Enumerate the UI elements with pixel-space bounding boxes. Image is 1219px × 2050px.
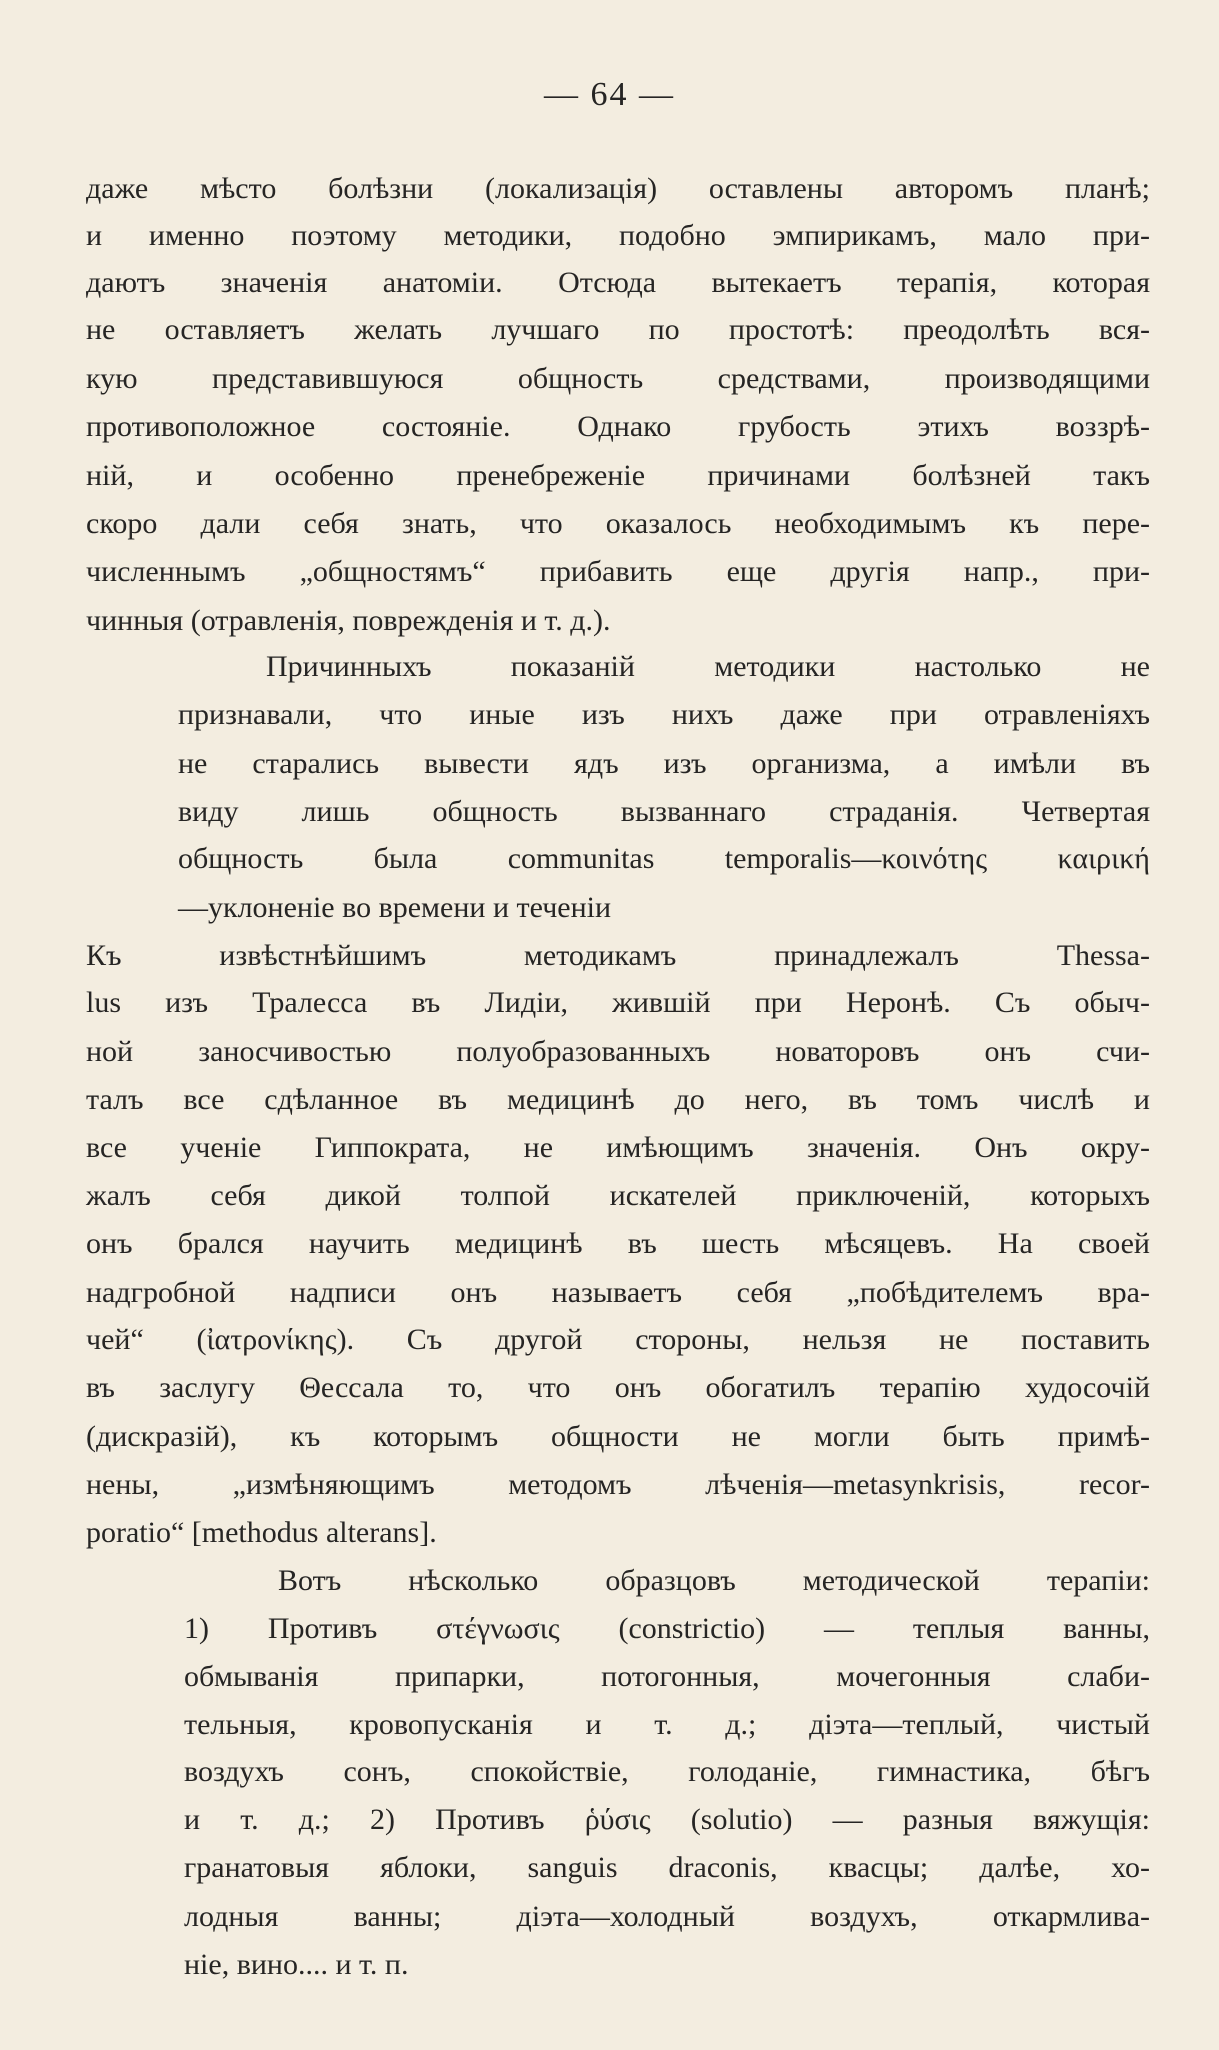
text-line: противоположное состояніе. Однако грубость этихъ воззрѣ- — [86, 410, 1150, 443]
text-line: даже мѣсто болѣзни (локализація) оставлены авторомъ планѣ; — [86, 172, 1150, 205]
text-line: ніе, вино.... и т. п. — [184, 1948, 409, 1981]
text-line: lus изъ Тралесса въ Лидіи, жившій при Неронѣ. Съ обыч- — [86, 986, 1150, 1019]
text-line: чинныя (отравленія, поврежденія и т. д.). — [86, 604, 611, 637]
text-line: виду лишь общность вызваннаго страданія. Четвертая — [178, 795, 1150, 828]
text-line: чей“ (ἰατρονίκης). Съ другой стороны, нельзя не поставить — [86, 1323, 1150, 1356]
text-line: признавали, что иные изъ нихъ даже при отравленіяхъ — [178, 698, 1150, 731]
text-line: въ заслугу Θессала то, что онъ обогатилъ терапію худосочій — [86, 1371, 1150, 1404]
text-line: и именно поэтому методики, подобно эмпирикамъ, мало при- — [86, 219, 1150, 252]
text-line: не оставляетъ желать лучшаго по простотѣ: преодолѣть вся- — [86, 313, 1150, 346]
text-line: poratio“ [methodus alterans]. — [86, 1516, 437, 1549]
text-line: нены, „измѣняющимъ методомъ лѣченія—metasynkrisis, recor- — [86, 1468, 1150, 1501]
text-line: лодныя ванны; діэта—холодный воздухъ, откармливa- — [184, 1900, 1150, 1933]
text-line: гранатовыя яблоки, sanguis draconis, квасцы; далѣе, хо- — [184, 1851, 1150, 1884]
text-line: не старались вывести ядъ изъ организма, а имѣли въ — [178, 747, 1150, 780]
text-line: талъ все сдѣланное въ медицинѣ до него, въ томъ числѣ и — [86, 1083, 1150, 1116]
text-line: и т. д.; 2) Противъ ῥύσις (solutio) — разныя вяжущія: — [184, 1803, 1150, 1836]
text-line: воздухъ сонъ, спокойствіе, голоданіе, гимнастика, бѣгъ — [184, 1755, 1150, 1788]
text-line: даютъ значенія анатоміи. Отсюда вытекаетъ терапія, которая — [86, 266, 1150, 299]
text-line: 1) Противъ στέγνωσις (constrictio) — теплыя ванны, — [184, 1612, 1150, 1645]
text-line: надгробной надписи онъ называетъ себя „побѣдителемъ вра- — [86, 1276, 1150, 1309]
text-line: Причинныхъ показаній методики настолько не — [266, 650, 1150, 683]
text-line: онъ брался научить медицинѣ въ шесть мѣсяцевъ. На своей — [86, 1227, 1150, 1260]
text-line: (дискразій), къ которымъ общности не могли быть примѣ- — [86, 1420, 1150, 1453]
text-line: тельныя, кровопусканія и т. д.; діэта—теплый, чистый — [184, 1708, 1150, 1741]
text-line: все ученіе Гиппократа, не имѣющимъ значенія. Онъ окру- — [86, 1131, 1150, 1164]
text-line: Вотъ нѣсколько образцовъ методической терапіи: — [278, 1564, 1150, 1597]
text-line: скоро дали себя знать, что оказалось необходимымъ къ пере- — [86, 507, 1150, 540]
text-line: жалъ себя дикой толпой искателей приключеній, которыхъ — [86, 1179, 1150, 1212]
page-number: — 64 — — [544, 76, 675, 113]
text-line: ній, и особенно пренебреженіе причинами болѣзней такъ — [86, 459, 1150, 492]
text-line: обмыванія припарки, потогонныя, мочегонныя слаби- — [184, 1660, 1150, 1693]
text-line: ной заносчивостью полуобразованныхъ новаторовъ онъ счи- — [86, 1035, 1150, 1068]
text-line: —уклоненіе во времени и теченіи — [178, 891, 612, 924]
text-line: численнымъ „общностямъ“ прибавить еще другія напр., при- — [86, 555, 1150, 588]
text-line: общность была communitas temporalis—κοινότης καιρική — [178, 842, 1150, 875]
text-line: кую представившуюся общность средствами, производящими — [86, 362, 1150, 395]
text-line: Къ извѣстнѣйшимъ методикамъ принадлежалъ Thessa- — [86, 939, 1150, 972]
